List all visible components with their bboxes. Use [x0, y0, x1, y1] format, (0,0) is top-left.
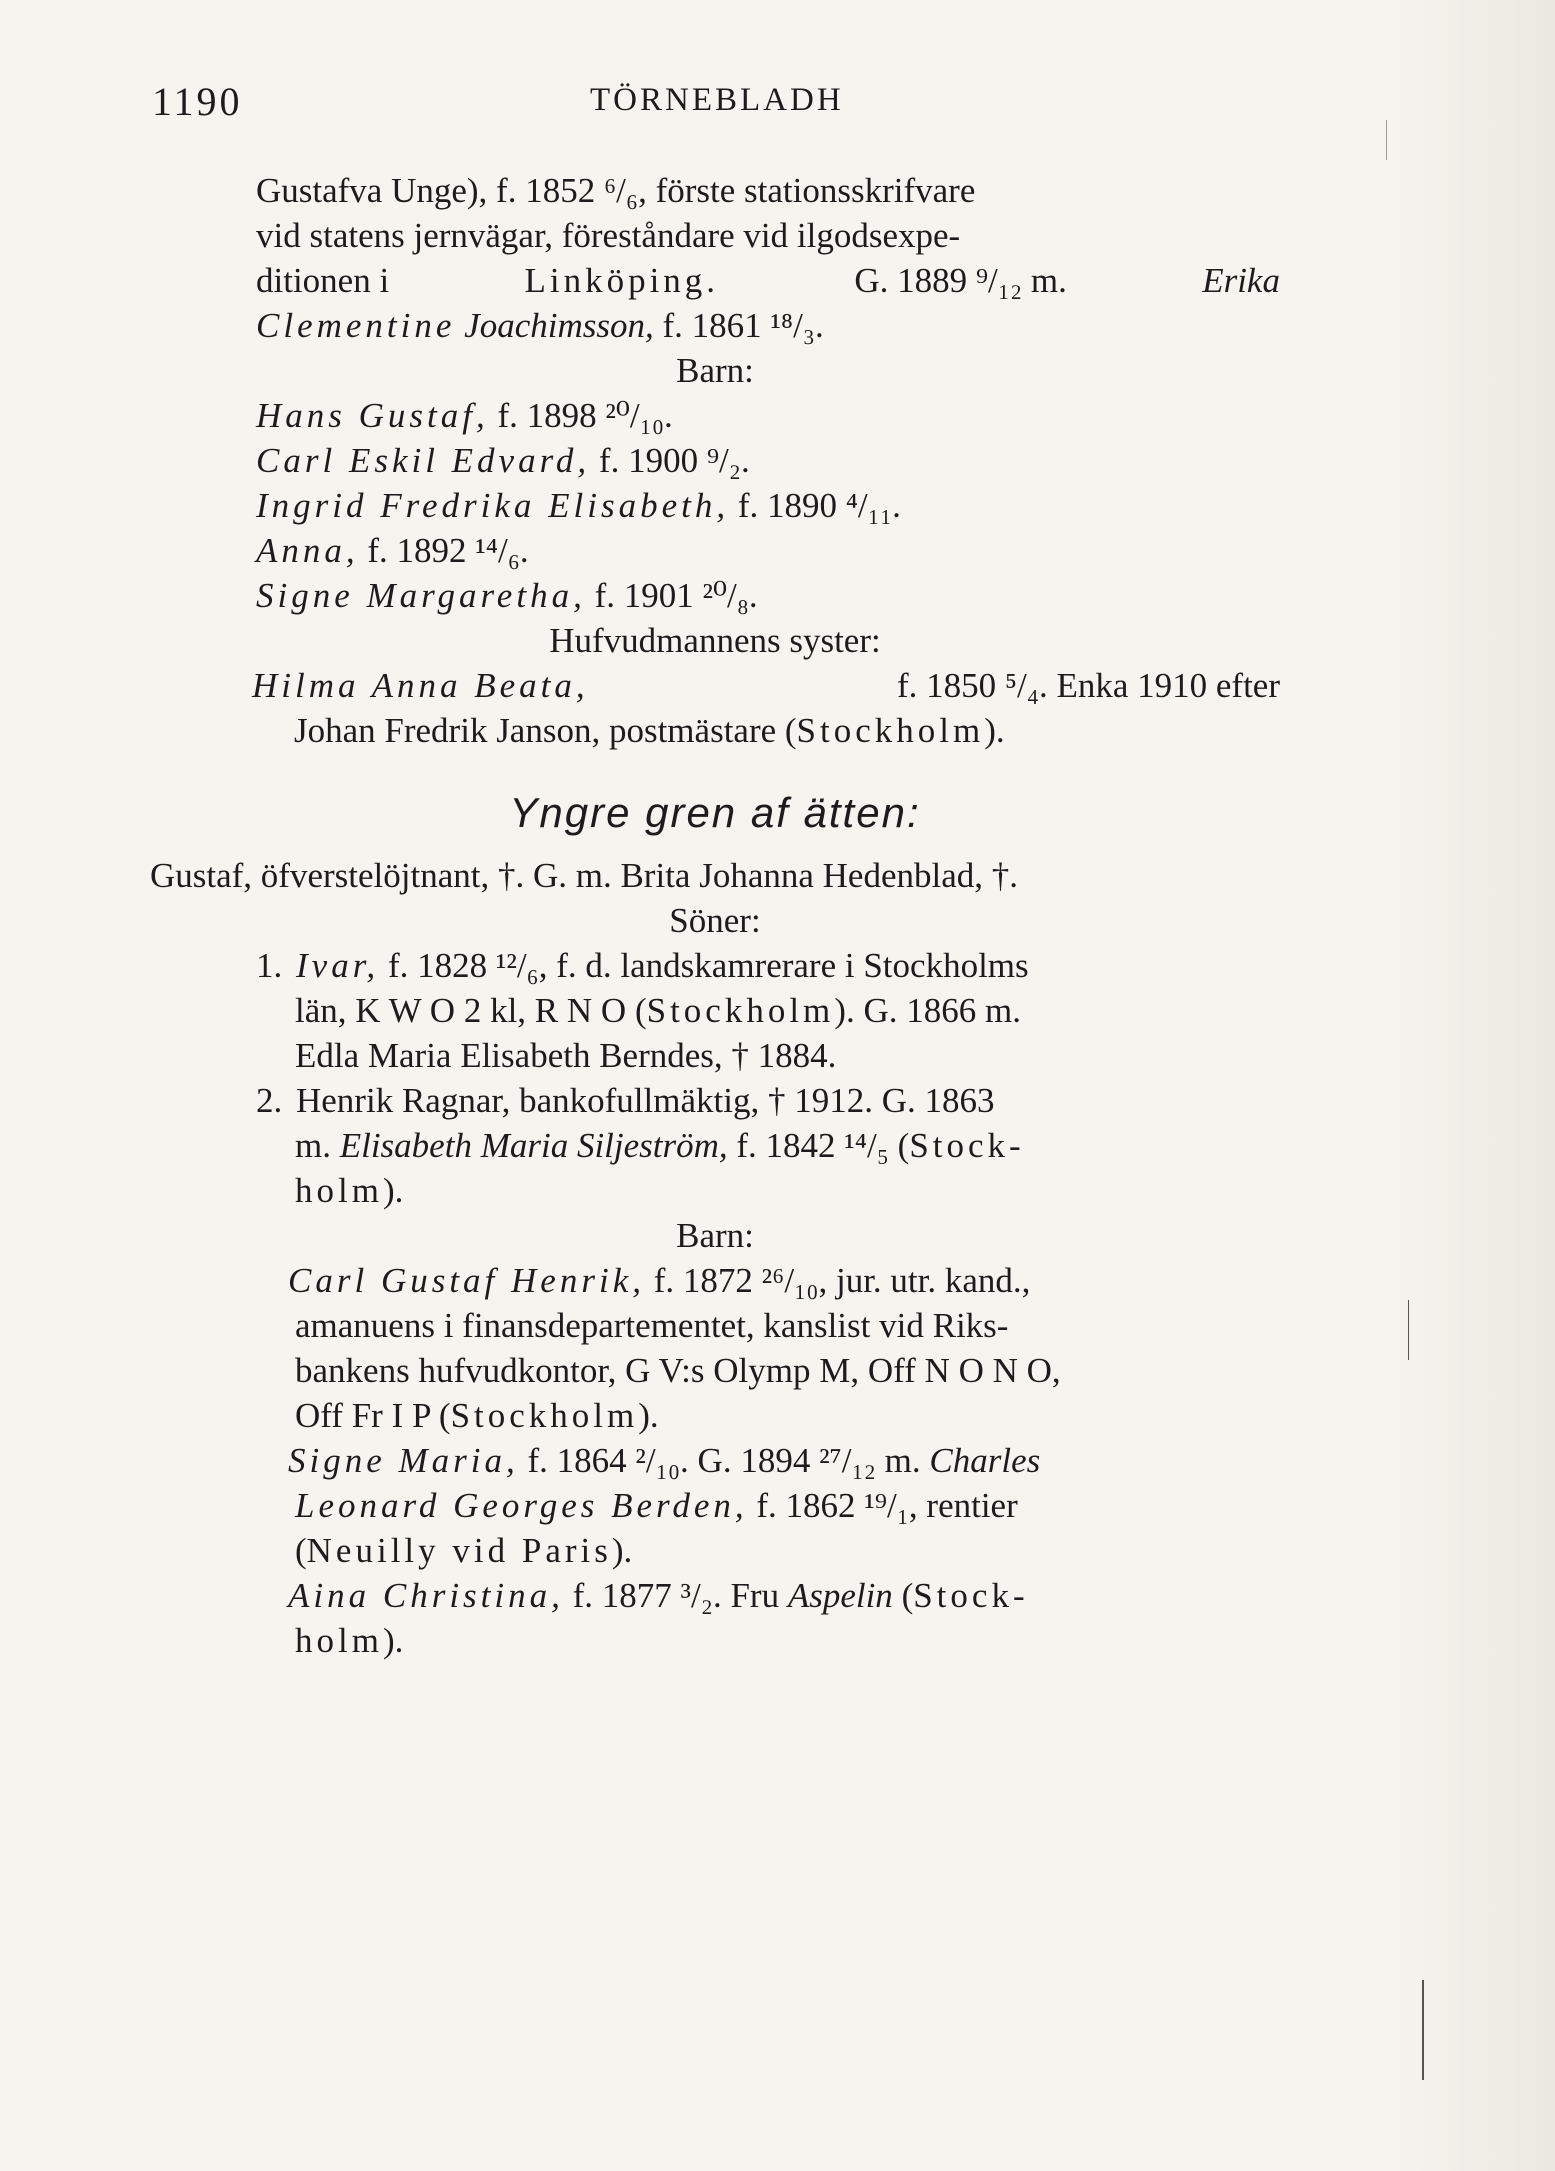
- text-line: Off Fr I P (Stockholm).: [295, 1396, 659, 1435]
- text-line: Gustafva Unge), f. 1852 ⁶/₆, förste stationsskrifvare: [256, 171, 976, 210]
- subheading-soner: Söner:: [669, 901, 761, 940]
- text-line: holm).: [295, 1171, 404, 1210]
- text-line: Aina Christina, f. 1877 ³/₂. Fru Aspelin (Stock-: [288, 1576, 1029, 1615]
- text-line: 1. Ivar, f. 1828 ¹²/₆, f. d. landskamrerare i Stockholms: [256, 946, 1029, 985]
- running-head: [0, 78, 1555, 126]
- text-line: m. Elisabeth Maria Siljeström, f. 1842 ¹⁴/₅ (Stock-: [295, 1126, 1025, 1165]
- edge-mark: [1408, 1300, 1409, 1360]
- text-line: Johan Fredrik Janson, postmästare (Stockholm).: [294, 711, 1005, 750]
- edge-mark: [1422, 1980, 1424, 2080]
- subheading-barn: Barn:: [676, 351, 754, 390]
- child-entry: Anna, f. 1892 ¹⁴/₆.: [256, 531, 529, 570]
- subheading-barn: Barn:: [676, 1216, 754, 1255]
- text-line: amanuens i finansdepartementet, kanslist vid Riks-: [295, 1306, 1009, 1345]
- text-line: ditionen i Linköping. G. 1889 ⁹/₁₂ m. Erika: [256, 261, 1280, 300]
- child-entry: Carl Eskil Edvard, f. 1900 ⁹/₂.: [256, 441, 750, 480]
- running-title: TÖRNEBLADH: [590, 82, 844, 118]
- child-entry: Hans Gustaf, f. 1898 ²⁰/₁₀.: [256, 396, 673, 435]
- text-line: vid statens jernvägar, föreståndare vid ilgodsexpe-: [256, 216, 961, 255]
- subheading-syster: Hufvudmannens syster:: [549, 621, 881, 660]
- text-line: Clementine Joachimsson, f. 1861 ¹⁸/₃.: [256, 306, 824, 345]
- body-text: [150, 168, 1280, 1663]
- text-line: län, K W O 2 kl, R N O (Stockholm). G. 1866 m.: [295, 991, 1021, 1030]
- text-line: Hilma Anna Beata, f. 1850 ⁵/₄. Enka 1910 efter: [252, 666, 1280, 705]
- child-entry: Ingrid Fredrika Elisabeth, f. 1890 ⁴/₁₁.: [256, 486, 901, 525]
- text-line: bankens hufvudkontor, G V:s Olymp M, Off N O N O,: [295, 1351, 1061, 1390]
- text-line: Carl Gustaf Henrik, f. 1872 ²⁶/₁₀, jur. utr. kand.,: [288, 1261, 1031, 1300]
- text-line: Signe Maria, f. 1864 ²/₁₀. G. 1894 ²⁷/₁₂ m. Charles: [288, 1441, 1041, 1480]
- text-line: holm).: [295, 1621, 404, 1660]
- page-number: 1190: [152, 79, 243, 124]
- child-entry: Signe Margaretha, f. 1901 ²⁰/₈.: [256, 576, 758, 615]
- text-line: Gustaf, öfverstelöjtnant, †. G. m. Brita Johanna Hedenblad, †.: [150, 856, 1018, 895]
- section-heading: Yngre gren af ätten:: [509, 789, 921, 836]
- edge-mark: [1386, 120, 1387, 160]
- text-line: Edla Maria Elisabeth Berndes, † 1884.: [295, 1036, 837, 1075]
- text-line: Leonard Georges Berden, f. 1862 ¹⁹/₁, rentier: [295, 1486, 1018, 1525]
- text-line: 2. Henrik Ragnar, bankofullmäktig, † 1912. G. 1863: [256, 1081, 995, 1120]
- page-edge-shadow: [1385, 0, 1555, 2171]
- text-line: (Neuilly vid Paris).: [295, 1531, 633, 1570]
